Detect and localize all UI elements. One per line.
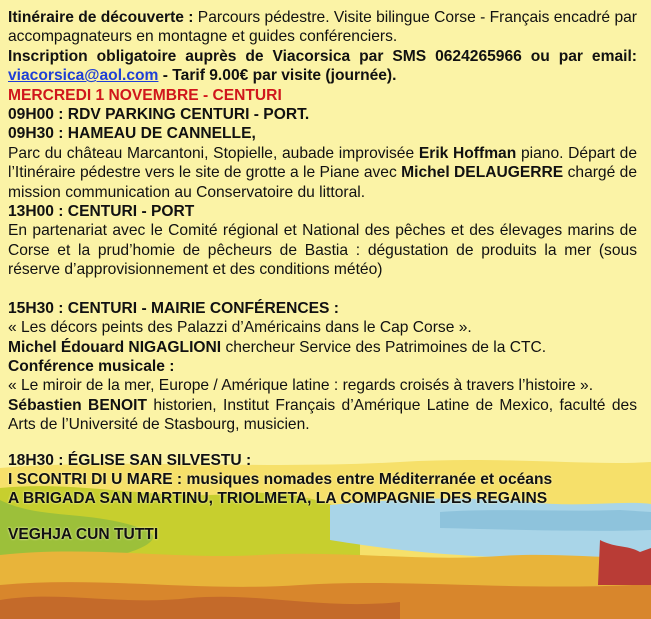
schedule-1530: 15H30 : CENTURI - MAIRIE CONFÉRENCES :: [8, 299, 339, 317]
speaker-role: historien, Institut Français d’Amérique Latine de Mexico, faculté des Arts de l’Université de Stasbourg, musicien.: [8, 396, 637, 434]
performer-name: Erik Hoffman: [418, 144, 517, 162]
inscription-text: Inscription obligatoire auprès de Viacorsica par SMS 0624265966 ou par email:: [8, 47, 637, 65]
schedule-1300-details: En partenariat avec le Comité régional et National des pêches et des élevages marins de Corse et la prud’homie de pêcheurs de Bastia : dégustation de produits la mer (sous réserve d’approvisionnement et des conditions météo): [8, 222, 637, 279]
speaker-2: [8, 396, 637, 435]
speaker-name: Michel Édouard NIGAGLIONI: [8, 338, 222, 356]
talk-title-1: « Les décors peints des Palazzi d’Américains dans le Cap Corse ».: [8, 319, 472, 337]
event-date: MERCREDI 1 NOVEMBRE - CENTURI: [8, 86, 282, 104]
event-program: [8, 8, 637, 544]
schedule-0930-details: [8, 144, 637, 202]
inscription-paragraph: [8, 47, 637, 86]
spacer: [8, 509, 637, 525]
schedule-0900: 09H00 : RDV PARKING CENTURI - PORT.: [8, 106, 310, 124]
speaker-role: chercheur Service des Patrimoines de la CTC.: [221, 338, 547, 356]
concert-title: I SCONTRI DI U MARE : musiques nomades entre Méditerranée et océans: [8, 470, 553, 488]
intro-text: Parcours pédestre. Visite bilingue Corse - Français encadré par accompagnateurs en montagne et guides conférenciers.: [8, 9, 637, 46]
closing-line: VEGHJA CUN TUTTI: [8, 525, 159, 543]
schedule-1300: 13H00 : CENTURI - PORT: [8, 203, 195, 221]
intro-paragraph: [8, 8, 637, 47]
speaker-name: Sébastien BENOIT: [8, 396, 147, 414]
spacer: [8, 280, 637, 299]
detail-text: chargé de mission communication au Conservatoire du littoral.: [8, 164, 637, 201]
concert-performers: A BRIGADA SAN MARTINU, TRIOLMETA, LA COMPAGNIE DES REGAINS: [8, 490, 548, 508]
detail-text: piano. Départ de l’Itinéraire pédestre vers le site de grotte a le Piane avec: [8, 144, 637, 182]
speaker-1: [8, 338, 637, 357]
email-link[interactable]: viacorsica@aol.com: [8, 67, 159, 85]
talk-title-2: « Le miroir de la mer, Europe / Amérique latine : regards croisés à travers l’histoire ».: [8, 377, 594, 395]
intro-heading: Itinéraire de découverte :: [8, 9, 194, 26]
spacer: [8, 435, 637, 451]
schedule-1830: 18H30 : ÉGLISE SAN SILVESTU :: [8, 451, 252, 469]
schedule-0930: 09H30 : HAMEAU DE CANNELLE,: [8, 125, 256, 143]
guide-name: Michel DELAUGERRE: [401, 164, 564, 182]
tarif-text: - Tarif 9.00€ par visite (journée).: [158, 67, 397, 85]
detail-text: Parc du château Marcantoni, Stopielle, aubade improvisée: [8, 144, 419, 162]
music-conference-label: Conférence musicale :: [8, 357, 175, 375]
